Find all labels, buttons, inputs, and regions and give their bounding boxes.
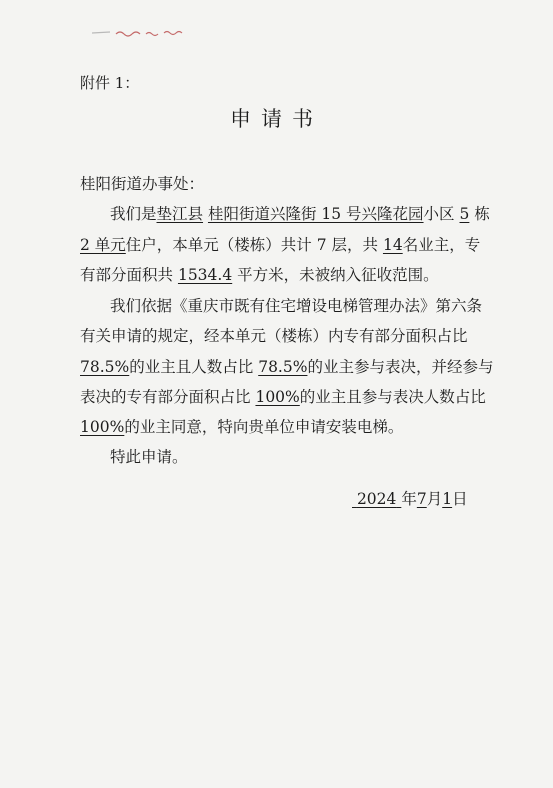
text: 住户，本单元（楼栋）共计 7 层，共	[125, 236, 379, 254]
attachment-label: 附件 1：	[80, 74, 140, 92]
day-label: 日	[452, 490, 468, 508]
document-title: 申请书	[230, 107, 323, 131]
para2-line3	[80, 357, 493, 377]
county-name: 垫江县	[156, 205, 204, 223]
text: 平方米，未被纳入征收范围。	[237, 266, 439, 284]
building-number: 5	[459, 205, 470, 223]
closing: 特此申请。	[110, 448, 188, 466]
text: 栋	[474, 205, 490, 223]
salutation: 桂阳街道办事处：	[80, 175, 205, 193]
pct-area-vote: 78.5%	[80, 358, 130, 376]
pct-people-vote: 78.5%	[258, 358, 308, 376]
pct-area-agree: 100%	[255, 388, 300, 406]
text: 表决的专有部分面积占比	[80, 388, 251, 406]
text: 我们是	[110, 205, 157, 223]
para2-line5	[80, 417, 403, 437]
text: 有部分面积共	[80, 266, 174, 284]
date-day: 1	[442, 490, 453, 508]
owner-count: 14	[382, 236, 403, 254]
year-label: 年	[401, 490, 417, 508]
text: 的业主同意，特向贵单位申请安装电梯。	[124, 418, 404, 436]
street-community: 桂阳街道兴隆街 15 号兴隆花园	[207, 205, 424, 223]
text: 小区	[423, 205, 455, 223]
date-line	[352, 489, 468, 509]
month-label: 月	[426, 490, 443, 508]
para2-line4	[80, 387, 486, 407]
area-value: 1534.4	[177, 266, 233, 284]
date-year: 2024	[356, 490, 397, 508]
para2-line2: 有关申请的规定，经本单元（楼栋）内专有部分面积占比	[80, 327, 468, 345]
text: 名业主，专	[402, 236, 481, 254]
para1-line2	[80, 235, 480, 255]
date-month: 7	[416, 490, 427, 508]
text: 的业主且参与表决人数占比	[299, 388, 486, 406]
para1-line1	[110, 204, 490, 224]
scan-mark	[92, 24, 202, 40]
pct-people-agree: 100%	[80, 418, 125, 436]
unit-number: 2 单元	[80, 236, 126, 254]
para1-line3	[80, 265, 439, 285]
text: 的业主且人数占比	[129, 358, 254, 376]
para2-line1: 我们依据《重庆市既有住宅增设电梯管理办法》第六条	[110, 297, 483, 315]
text: 的业主参与表决，并经参与	[307, 358, 494, 376]
